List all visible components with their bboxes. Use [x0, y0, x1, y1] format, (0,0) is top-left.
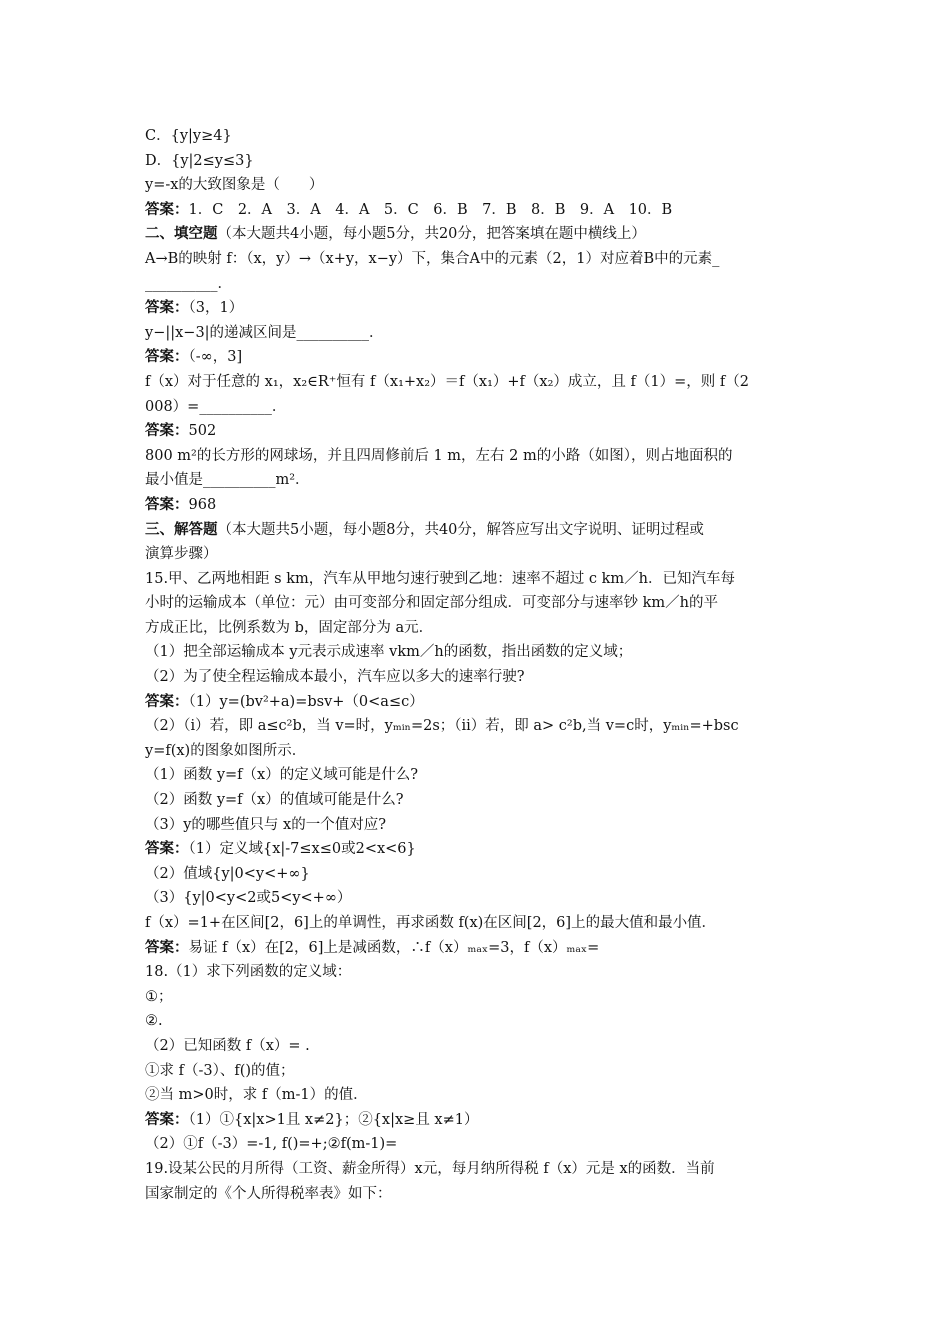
text-line [145, 813, 815, 838]
text-line [145, 714, 815, 739]
line-text: 008）=__________． [145, 398, 287, 415]
text-line [145, 1182, 815, 1207]
text-line [145, 763, 815, 788]
text-line [145, 911, 815, 936]
line-text: （2）值域{y|0<y<+∞} [145, 865, 310, 882]
text-line [145, 837, 815, 862]
line-text: 18.（1）求下列函数的定义域： [145, 964, 352, 981]
line-text: 800 m²的长方形的网球场，并且四周修前后 1 m，左右 2 m的小路（如图），则占地面积的 [145, 447, 733, 464]
text-line [145, 886, 815, 911]
text-line [145, 345, 815, 370]
line-text: D．{y|2≤y≤3} [145, 152, 254, 169]
text-line [145, 567, 815, 592]
text-line [145, 936, 815, 961]
line-text: （2）函数 y=f（x）的值域可能是什么? [145, 792, 404, 809]
text-line [145, 395, 815, 420]
text-line [145, 370, 815, 395]
line-label: 答案： [145, 1110, 189, 1128]
line-text: （本大题共5小题，每小题8分，共40分，解答应写出文字说明、证明过程或 [217, 521, 704, 538]
text-line [145, 690, 815, 715]
text-line [145, 173, 815, 198]
line-text: 方成正比，比例系数为 b，固定部分为 a元． [145, 619, 434, 636]
line-label: 三、解答题 [145, 520, 218, 538]
text-line [145, 985, 815, 1010]
text-line [145, 247, 815, 272]
line-text: f（x）=1+在区间[2，6]上的单调性，再求函数 f(x)在区间[2，6]上的最大值和最小值． [145, 915, 717, 931]
text-line [145, 1157, 815, 1182]
line-text: （本大题共4小题，每小题5分，共20分，把答案填在题中横线上） [217, 226, 646, 243]
line-text: ②当 m>0时，求 f（m-1）的值． [145, 1087, 368, 1104]
text-line [145, 296, 815, 321]
line-text: 1．C 2．A 3．A 4．A 5．C 6．B 7．B 8．B 9．A 10．B [188, 201, 673, 218]
text-line [145, 665, 815, 690]
line-text: （2）为了使全程运输成本最小，汽车应以多大的速率行驶? [145, 669, 525, 686]
text-line [145, 1009, 815, 1034]
line-text: （-∞，3] [188, 349, 243, 366]
line-text: （1）①{x|x>1且 x≠2}；②{x|x≥且 x≠1） [188, 1111, 479, 1128]
line-text: __________． [145, 275, 232, 292]
line-label: 答案： [145, 299, 189, 317]
text-line [145, 1034, 815, 1059]
line-text: A→B的映射 f：（x，y）→（x+y，x−y）下，集合A中的元素（2，1）对应着B中的元素_ [145, 250, 720, 267]
line-label: 答案： [145, 422, 189, 440]
text-line [145, 321, 815, 346]
line-text: （3）y的哪些值只与 x的一个值对应? [145, 816, 386, 833]
line-text: 502 [188, 423, 217, 440]
text-line [145, 739, 815, 764]
line-text: y−||x−3|的递减区间是__________． [145, 324, 384, 341]
line-text: （3，1） [188, 300, 244, 317]
line-text: f（x）对于任意的 x₁，x₂∈R⁺恒有 f（x₁+x₂）＝f（x₁）+f（x₂）成立，且 f（1）=，则 f（2 [145, 373, 749, 390]
line-text: 968 [188, 496, 217, 513]
line-label: 答案： [145, 348, 189, 366]
line-label: 答案： [145, 692, 189, 710]
line-text: C．{y|y≥4} [145, 128, 232, 144]
line-text: （1）函数 y=f（x）的定义域可能是什么? [145, 767, 418, 784]
line-label: 答案： [145, 840, 189, 858]
text-line [145, 1108, 815, 1133]
line-text: 易证 f（x）在[2，6]上是减函数，∴f（x）ₘₐₓ=3，f（x）ₘₐₓ= [188, 939, 600, 956]
text-line [145, 124, 815, 149]
text-line [145, 616, 815, 641]
text-line [145, 542, 815, 567]
text-line [145, 591, 815, 616]
line-text: 国家制定的《个人所得税率表》如下： [145, 1185, 392, 1202]
line-label: 答案： [145, 938, 189, 956]
text-line [145, 222, 815, 247]
line-label: 答案： [145, 200, 189, 218]
line-text: 最小值是__________m²． [145, 472, 310, 489]
line-text: 15.甲、乙两地相距 s km，汽车从甲地匀速行驶到乙地：速率不超过 c km／h．已知汽车每 [145, 570, 735, 587]
line-text: （1）定义域{x|-7≤x≤0或2<x<6} [188, 841, 416, 858]
line-text: （2）已知函数 f（x）= . [145, 1037, 310, 1054]
text-line [145, 493, 815, 518]
text-line [145, 149, 815, 174]
text-line [145, 198, 815, 223]
text-line [145, 518, 815, 543]
line-text: ①求 f（-3）、f()的值； [145, 1062, 295, 1079]
text-line [145, 640, 815, 665]
line-text: y=-x的大致图象是（ ） [145, 177, 324, 194]
line-label: 答案： [145, 495, 189, 513]
line-text: 19.设某公民的月所得（工资、薪金所得）x元，每月纳所得税 f（x）元是 x的函数．当前 [145, 1160, 715, 1177]
text-line [145, 468, 815, 493]
text-line [145, 1083, 815, 1108]
text-line [145, 788, 815, 813]
document-page [145, 124, 815, 1206]
text-line [145, 862, 815, 887]
line-text: y=f(x)的图象如图所示． [145, 742, 307, 759]
text-line [145, 1059, 815, 1084]
line-text: （1）把全部运输成本 y元表示成速率 vkm／h的函数，指出函数的定义域； [145, 644, 633, 661]
line-text: 小时的运输成本（单位：元）由可变部分和固定部分组成．可变部分与速率钞 km／h的平 [145, 595, 718, 612]
line-text: （1）y=(bv²+a)=bsv+（0<a≤c） [188, 693, 424, 710]
line-text: ②. [145, 1013, 163, 1030]
line-label: 二、填空题 [145, 225, 218, 243]
text-line [145, 272, 815, 297]
line-text: 演算步骤） [145, 546, 218, 563]
line-text: （2）（i）若，即 a≤c²b，当 v=时，yₘᵢₙ=2s；（ii）若，即 a> c²b,当 v=c时，yₘᵢₙ=+bsc [145, 718, 739, 735]
line-text: （3）{y|0<y<2或5<y<+∞） [145, 890, 352, 907]
line-text: （2）①f（-3）=-1, f()=+;②f(m-1)= [145, 1136, 398, 1153]
text-line [145, 960, 815, 985]
line-text: ①； [145, 988, 173, 1005]
text-line [145, 444, 815, 469]
text-line [145, 1132, 815, 1157]
text-line [145, 419, 815, 444]
